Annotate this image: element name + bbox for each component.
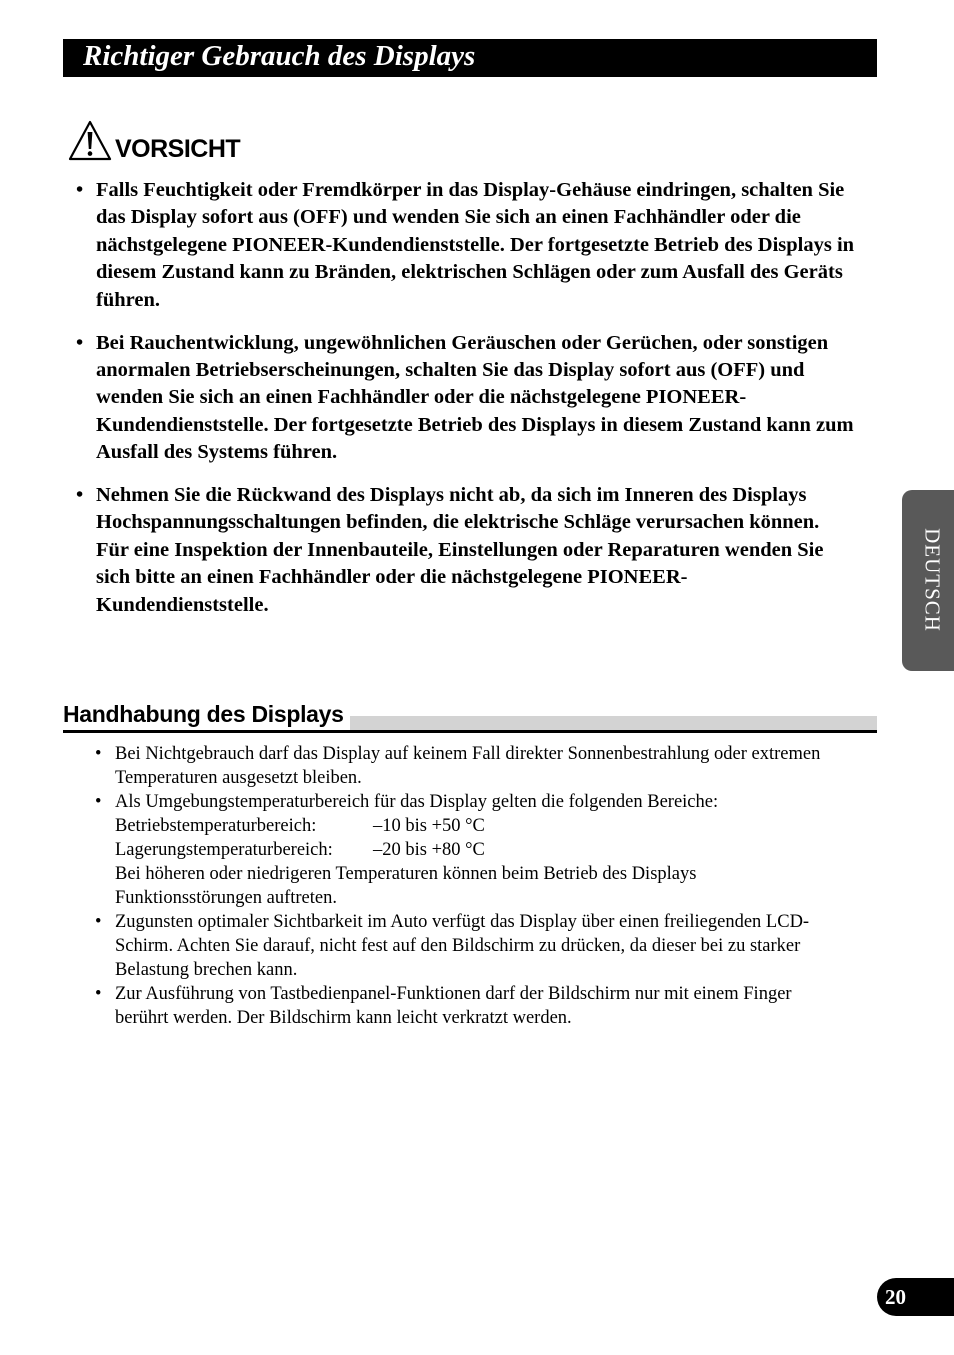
caution-item-text: Falls Feuchtigkeit oder Fremdkörper in das Display-Gehäuse eindringen, schalten Sie das Display sofort aus (OFF) und wenden Sie sich an einen Fachhändler oder die nächstgelegene PIONEER-Kundendienststelle. Der fortgesetzte Betrieb des Displays in diesem Zustand kann zu Bränden, elektrischen Schlägen oder zum Ausfall des Geräts führen. (96, 179, 855, 311)
handling-title: Handhabung des Displays (63, 698, 350, 730)
handling-item-text: Zugunsten optimaler Sichtbarkeit im Auto verfügt das Display über einen freiliegenden LCD-Schirm. Achten Sie darauf, nicht fest auf den Bildschirm zu drücken, da dieser bei zu starker Belastung brechen kann. (115, 912, 810, 980)
bullet: • (76, 331, 84, 354)
bullet: • (95, 792, 102, 812)
handling-item (95, 742, 845, 790)
handling-item (95, 982, 845, 1030)
handling-item-text: Bei Nichtgebrauch darf das Display auf keinem Fall direkter Sonnenbestrahlung oder extremen Temperaturen ausgesetzt bleiben. (115, 744, 821, 788)
language-tab (902, 490, 954, 671)
temp-note: Bei höheren oder niedrigeren Temperaturen können beim Betrieb des Displays Funktionsstörungen auftreten. (115, 864, 697, 908)
page-number: 20 (885, 1285, 906, 1309)
handling-section-heading (63, 698, 877, 735)
temp-label: Betriebstemperaturbereich: (115, 816, 317, 836)
handling-item (95, 910, 845, 982)
temp-row-storage (115, 838, 845, 862)
heading-rule (63, 730, 877, 733)
bullet: • (76, 179, 84, 201)
caution-item (76, 330, 856, 467)
caution-item (76, 482, 856, 619)
page-number-tab (877, 1278, 954, 1316)
caution-item (76, 177, 856, 314)
warning-triangle-icon (68, 120, 112, 162)
bullet: • (95, 912, 102, 932)
language-tab-label: DEUTSCH (920, 528, 945, 632)
caution-list (76, 177, 856, 635)
temp-value: –10 bis +50 °C (373, 816, 485, 836)
temp-label: Lagerungstemperaturbereich: (115, 840, 333, 860)
caution-item-text: Nehmen Sie die Rückwand des Displays nicht ab, da sich im Inneren des Displays Hochspannungsschaltungen befinden, die elektrische Schläge verursachen können. Für eine Inspektion der Innenbauteile, Einstellungen oder Reparaturen wenden Sie sich bitte an einen Fachhändler oder die nächstgelegene PIONEER-Kundendienststelle. (96, 484, 824, 616)
handling-list (95, 742, 845, 1030)
handling-item-text: Als Umgebungstemperaturbereich für das Display gelten die folgenden Bereiche: (115, 792, 719, 812)
temp-value: –20 bis +80 °C (373, 840, 485, 860)
caution-label: VORSICHT (115, 135, 241, 163)
temp-row-operating (115, 814, 845, 838)
caution-item-text: Bei Rauchentwicklung, ungewöhnlichen Geräuschen oder Gerüchen, oder sonstigen anormalen Betriebserscheinungen, schalten Sie das Display sofort aus (OFF) und wenden Sie sich an einen Fachhändler oder die nächstgelegene PIONEER-Kundendienststelle. Der fortgesetzte Betrieb des Displays in diesem Zustand kann zum Ausfall des Systems führen. (96, 331, 854, 464)
bullet: • (95, 984, 102, 1004)
handling-item (95, 790, 845, 910)
bullet: • (76, 484, 84, 507)
section-title-bar (63, 39, 877, 77)
bullet: • (95, 744, 102, 764)
handling-item-text: Zur Ausführung von Tastbedienpanel-Funktionen darf der Bildschirm nur mit einem Finger berührt werden. Der Bildschirm kann leicht verkratzt werden. (115, 984, 792, 1028)
page-title: Richtiger Gebrauch des Displays (83, 40, 476, 72)
